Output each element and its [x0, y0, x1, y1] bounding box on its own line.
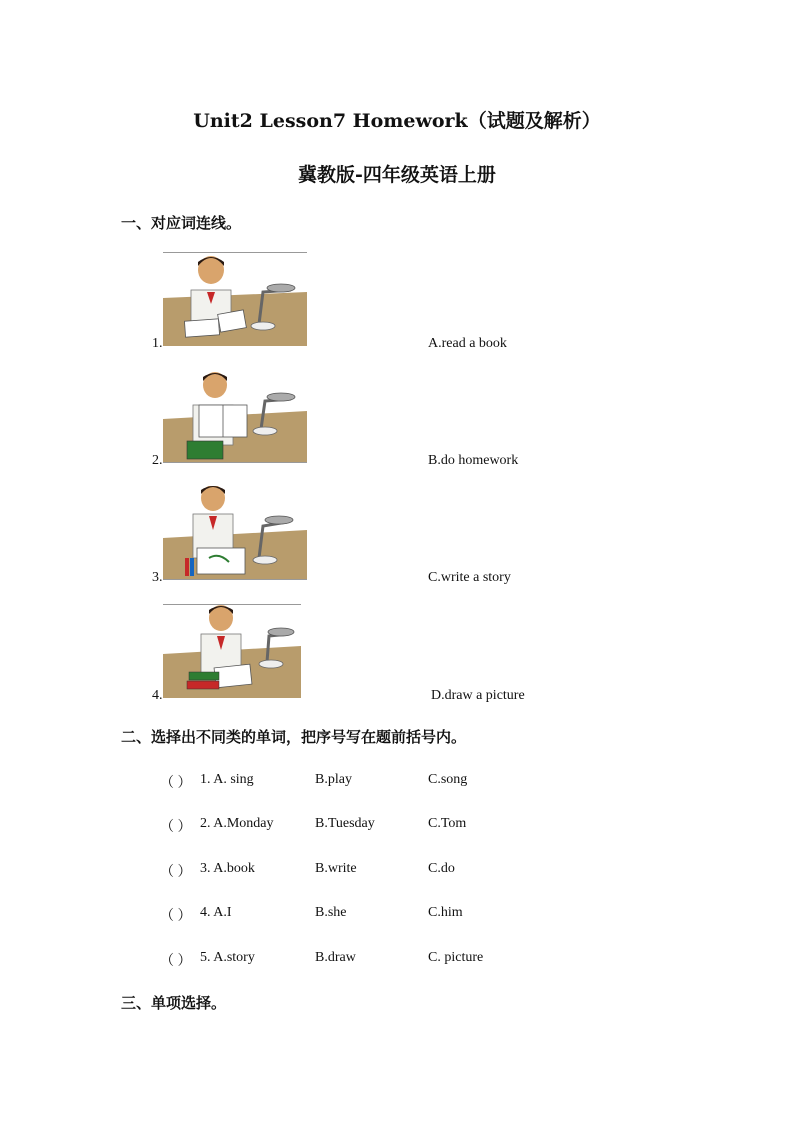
section-2-heading: 二、选择出不同类的单词，把序号写在题前括号内。 — [121, 728, 467, 746]
section-3-heading: 三、单项选择。 — [121, 994, 227, 1012]
choice-b: B.Tuesday — [315, 816, 375, 831]
match-option-d: D.draw a picture — [431, 688, 525, 703]
boy-reading-picture — [163, 369, 307, 463]
choice-b: B.play — [315, 772, 352, 787]
picture-number-2: 2. — [152, 453, 163, 468]
choice-b: B.write — [315, 861, 357, 876]
question-row — [160, 816, 580, 836]
choice-b: B.draw — [315, 950, 356, 965]
picture-number-1: 1. — [152, 336, 163, 351]
boy-writing-picture — [163, 252, 307, 346]
match-option-a: A.read a book — [428, 336, 507, 351]
choice-b: B.she — [315, 905, 347, 920]
choice-c: C.song — [428, 772, 468, 787]
question-row — [160, 950, 580, 970]
match-option-b: B.do homework — [428, 453, 519, 468]
choice-a: 1. A. sing — [200, 772, 254, 787]
boy-homework-picture — [163, 604, 301, 698]
boy-drawing-picture — [163, 486, 307, 580]
choice-c: C.do — [428, 861, 455, 876]
answer-bracket[interactable]: （ ） — [160, 909, 192, 924]
choice-a: 5. A.story — [200, 950, 255, 965]
answer-bracket[interactable]: （ ） — [160, 954, 192, 969]
section-1-heading: 一、对应词连线。 — [121, 214, 242, 232]
match-option-c: C.write a story — [428, 570, 511, 585]
question-row — [160, 905, 580, 925]
choice-c: C.Tom — [428, 816, 467, 831]
choice-c: C.him — [428, 905, 463, 920]
choice-a: 4. A.I — [200, 905, 232, 920]
document-title: Unit2 Lesson7 Homework（试题及解析） — [193, 110, 601, 132]
answer-bracket[interactable]: （ ） — [160, 865, 192, 880]
choice-c: C. picture — [428, 950, 484, 965]
choice-a: 3. A.book — [200, 861, 255, 876]
document-subtitle: 冀教版-四年级英语上册 — [298, 164, 496, 186]
question-row — [160, 861, 580, 881]
answer-bracket[interactable]: （ ） — [160, 820, 192, 835]
picture-number-3: 3. — [152, 570, 163, 585]
choice-a: 2. A.Monday — [200, 816, 274, 831]
answer-bracket[interactable]: （ ） — [160, 776, 192, 791]
picture-number-4: 4. — [152, 688, 163, 703]
question-row — [160, 772, 580, 792]
